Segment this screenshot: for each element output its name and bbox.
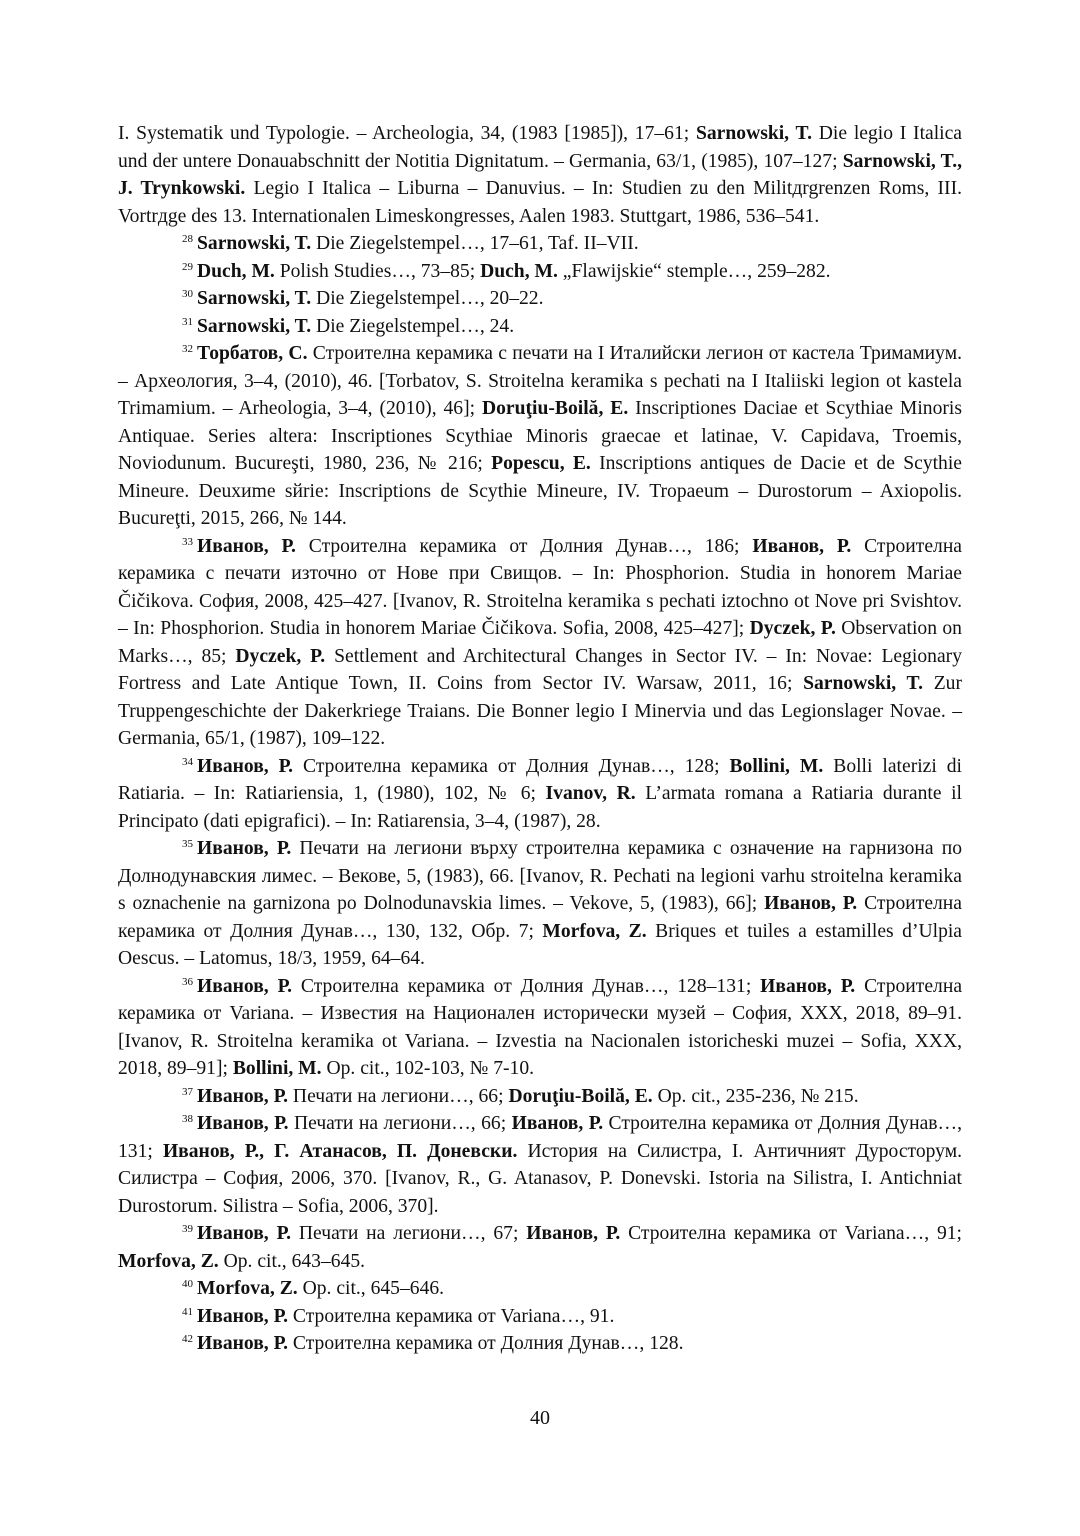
citation-text: Строителна керамика от Долния Дунав…, 128. [288,1333,684,1354]
footnote-31 [118,313,962,341]
footnote-36 [118,973,962,1083]
author-name: Иванов, Р., Г. Атанасов, П. Доневски. [162,1140,518,1162]
citation-text: Die legio I Italica und der untere Donauabschnitt der Notitia Dignitatum. – Germania, 63/1, (1985), 107–127; [118,123,963,172]
footnote-40 [118,1275,962,1303]
footnote-marker: 30 [182,288,193,300]
footnote-marker: 29 [182,260,193,273]
citation-text: Polish Studies…, 73–85; [274,260,481,282]
citation-text: Legio I Italica – Liburna – Danuvius. – In: Studien zu den Militдrgrenzen Roms, III. Vortrдge des 13. Internationalen Limeskongresses, Aalen 1983. Stuttgart, 1986, 536–541. [118,178,963,227]
author-name: Иванов, Р. [760,975,856,997]
citation-text: I. Systematik und Typologie. – Archeologia, 34, (1983 [1985]), 17–61; [118,123,696,144]
author-name: Sarnowski, T. [197,233,312,254]
author-name: Bollini, M. [729,755,824,777]
citation-text: Die Ziegelstempel…, 17–61, Taf. II–VII. [311,233,639,254]
citation-text: Op. cit., 645–646. [297,1278,445,1299]
footnotes-column [118,120,962,1358]
citation-text: Op. cit., 102-103, № 7-10. [321,1058,535,1079]
citation-text: Briques et tuiles a estamilles d’Ulpia Oescus. – Latomus, 18/3, 1959, 64–64. [118,920,963,969]
author-name: Morfova, Z. [118,1250,219,1272]
citation-text: „Flawijskie“ stemple…, 259–282. [557,260,831,282]
author-name: Morfova, Z. [542,920,647,942]
footnote-marker: 38 [182,1113,193,1125]
citation-text: Die Ziegelstempel…, 24. [311,315,515,337]
footnote-marker: 34 [182,755,193,768]
citation-text: Строителна керамика от Долния Дунав…, 128–131; [292,975,761,997]
citation-text: Строителна керамика от Долния Дунав…, 128; [293,755,730,777]
author-name: Иванов, Р. [197,1085,289,1107]
citation-text: Печати на легиони…, 67; [290,1223,527,1244]
footnote-marker: 28 [182,233,193,245]
author-name: Иванов, Р. [526,1223,621,1244]
citation-text: Строителна керамика от Долния Дунав…, 186; [295,535,753,557]
author-name: Ivanov, R. [545,783,636,804]
citation-text: Строителна керамика с печати източно от Нове при Свищов. – In: Phosphorion. Studia in honorem Mariae Čičikova. София, 2008, 425–427. [Ivanov, R. Stroitelna keramika s pechati iztochno ot Nove pri Svishtov. – In: Phosphorion. Studia in honorem Mariae Čičikova. Sofia, 2008, 425–427]; [118,535,962,639]
footnote-marker: 35 [182,838,193,850]
citation-text: L’armata romana a Ratiaria durante il Principato (dati epigrafici). – In: Ratiarensia, 3–4, (1987), 28. [118,783,962,832]
citation-text: Inscriptiones Daciae et Scythiae Minoris Antiquae. Series altera: Inscriptiones Scythiae Minoris graecae et latinae, V. Capidava, Troemis, Noviodunum. Bucureşti, 1980, 236, № 216; [118,398,962,474]
author-name: Иванов, Р. [197,1113,289,1134]
citation-text: Печати на легиони върху строителна керамика с означение на гарнизона по Долнодунавския лимес. – Векове, 5, (1983), 66. [Ivanov, R. Pechati na legioni varhu stroitelna keramika s oznachenie na garnizona po Dolnodunavskia limes. – Vekove, 5, (1983), 66]; [118,838,962,914]
citation-text: Строителна керамика от Variana…, 91. [288,1305,615,1327]
citation-text: Строителна керамика от Variana. – Известия на Националeн исторически музей – София, XXX, 2018, 89–91. [Ivanov, R. Stroitelna keramika ot Variana. – Izvestia na Nacionalen istoricheski muzei – Sofia, XXX, 2018, 89–91]; [118,975,963,1079]
footnote-42 [118,1330,962,1358]
author-name: Bollini, M. [232,1058,322,1079]
author-name: Торбатов, С. [197,343,308,364]
footnote-37 [118,1083,962,1111]
author-name: Иванов, Р. [764,893,858,914]
author-name: Иванов, Р. [197,975,293,997]
author-name: Morfova, Z. [197,1278,298,1299]
author-name: Duch, M. [197,260,275,282]
citation-text: Строителна керамика от Variana…, 91; [620,1223,962,1244]
footnote-marker: 39 [182,1223,193,1235]
author-name: Sarnowski, T. [803,673,924,694]
author-name: Duch, M. [480,260,558,282]
author-name: Иванов, Р. [197,1223,291,1244]
citation-text: Bolli laterizi di Ratiaria. – In: Ratiariensia, 1, (1980), 102, № 6; [118,755,963,804]
citation-text: Zur Truppengeschichte der Dakerkriege Traians. Die Bonner legio I Minervia und das Legionslager Novae. – Germania, 65/1, (1987), 109–122. [118,673,962,749]
footnote-marker: 37 [182,1085,193,1098]
footnote-33 [118,533,962,753]
footnote-41 [118,1303,962,1331]
footnote-marker: 36 [182,975,193,988]
page-number: 40 [530,1407,550,1429]
author-name: Doruţiu-Boilă, E. [481,398,629,419]
author-name: Иванов, Р. [197,535,296,557]
author-name: Doruţiu-Boilă, E. [508,1085,653,1107]
author-name: Popescu, E. [491,453,591,474]
footnote-28 [118,230,962,258]
citation-text: История на Силистра, I. Античният Дуросторум. Силистра – София, 2006, 370. [Ivanov, R., G. Atanasov, P. Donevski. Istoria na Silistra, I. Antichniat Durostorum. Silistra – Sofia, 2006, 370]. [118,1140,963,1217]
author-name: Иванов, Р. [197,838,292,859]
author-name: Dyczek, P. [749,618,836,639]
footnote-29 [118,258,962,286]
citation-text: Печати на легиони…, 66; [288,1085,509,1107]
footnote-marker: 40 [182,1278,193,1290]
footnote-continuation [118,120,962,230]
author-name: Иванов, Р. [197,755,294,777]
citation-text: Печати на легиони…, 66; [288,1113,512,1134]
footnote-38 [118,1110,962,1220]
citation-text: Op. cit., 643–645. [218,1250,366,1272]
citation-text: Settlement and Architectural Changes in Sector IV. – In: Novae: Legionary Fortress and Late Antique Town, II. Coins from Sector IV. Warsaw, 2011, 16; [118,645,962,694]
citation-text: Observation on Marks…, 85; [118,618,962,667]
author-name: Sarnowski, T. [197,315,312,337]
author-name: Иванов, Р. [511,1113,604,1134]
citation-text: Die Ziegelstempel…, 20–22. [311,288,544,309]
author-name: Dyczek, P. [235,645,326,667]
footnote-marker: 31 [182,315,193,328]
author-name: Sarnowski, T., J. Trynkowski. [118,150,963,199]
author-name: Иванов, Р. [752,535,852,557]
footnote-35 [118,835,962,973]
footnote-34 [118,753,962,836]
author-name: Иванов, Р. [197,1305,289,1327]
citation-text: Строителна керамика от Долния Дунав…, 131; [118,1113,963,1162]
footnote-39 [118,1220,962,1275]
footnote-marker: 41 [182,1305,193,1318]
footnote-marker: 42 [182,1333,193,1345]
citation-text: Inscriptions antiques de Dacie et de Scythie Mineure. Deuxиme sйrie: Inscriptions de Scythie Mineure, IV. Tropaeum – Durostorum – Axiopolis. Bucureţti, 2015, 266, № 144. [118,453,962,529]
citation-text: Строителна керамика с печати на I Италийски легион от кастела Тримамиум. – Археология, 3–4, (2010), 46. [Torbatov, S. Stroitelna keramika s pechati na I Italiiski legion ot kastela Trimamium. – Arheologia, 3–4, (2010), 46]; [118,343,962,419]
footnote-marker: 33 [182,535,193,548]
author-name: Sarnowski, T. [197,288,312,309]
citation-text: Op. cit., 235-236, № 215. [652,1085,859,1107]
citation-text: Строителна керамика от Долния Дунав…, 130, 132, Обр. 7; [118,893,962,942]
author-name: Иванов, Р. [197,1333,289,1354]
footnote-32 [118,340,962,533]
author-name: Sarnowski, T. [695,123,813,144]
footnote-marker: 32 [182,343,193,355]
footnote-30 [118,285,962,313]
